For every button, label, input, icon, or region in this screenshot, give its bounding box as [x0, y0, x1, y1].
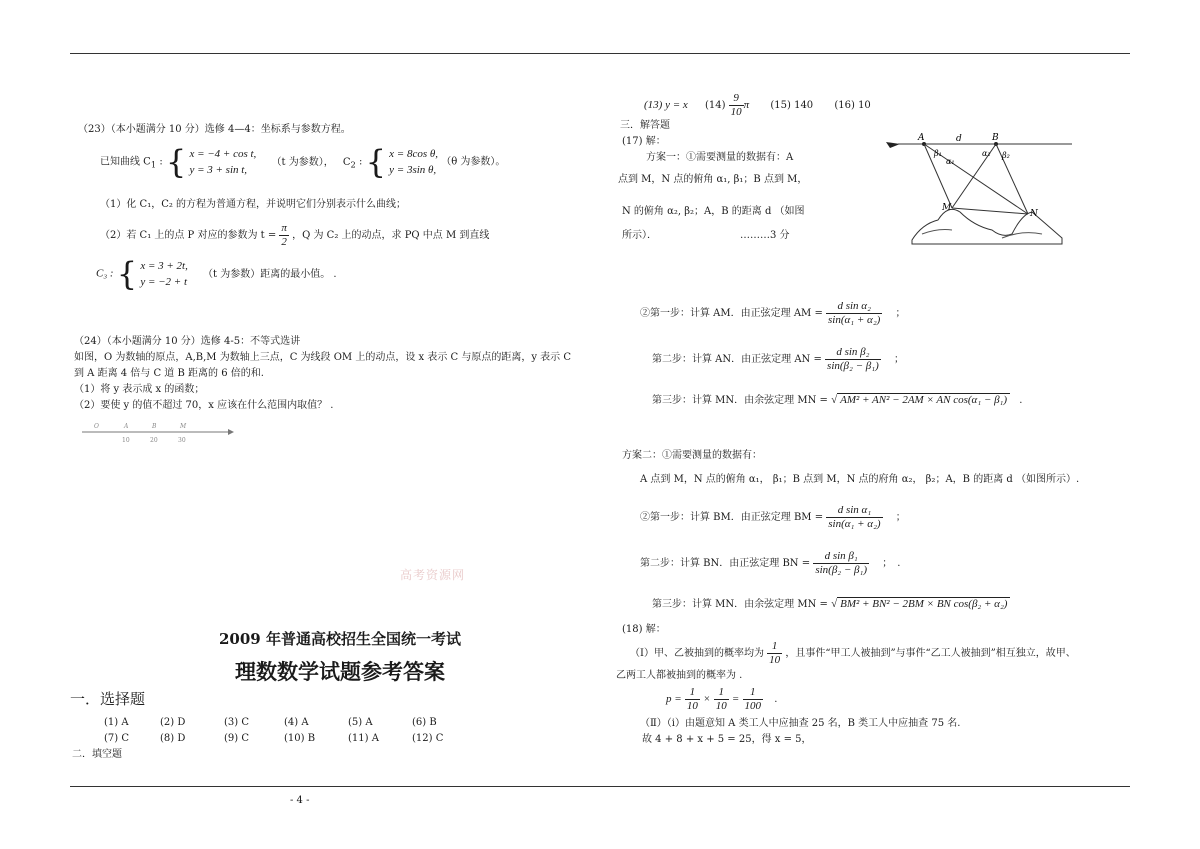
frac-num: 1: [685, 686, 700, 700]
section-solutions: 三．解答题: [620, 120, 670, 131]
q18-heading: (18) 解：: [622, 624, 666, 635]
line-mn: [952, 208, 1028, 214]
c2-line-2: y = 3sin θ,: [389, 164, 437, 176]
frac-den: 10: [715, 700, 727, 713]
frac-den: 10: [686, 700, 698, 713]
c3-line-1: x = 3 + 2t,: [140, 260, 188, 272]
frac-num: 9: [729, 92, 744, 106]
sqrt-icon: √: [831, 394, 838, 406]
fill-answers: [644, 92, 871, 119]
frac-num: 1: [767, 640, 782, 654]
q17-plan2-step-bn: 第二步：计算 BN．由正弦定理 BN = $\frac{\text{d sin β₁}}{\text{sin(β₂ − β₁)}}$ ； .: [640, 550, 901, 577]
c3-label: C₃ :: [96, 267, 114, 280]
frac-den: sin(β₂ − β₁): [827, 360, 879, 373]
q24-line3: （1）将 y 表示成 x 的函数；: [74, 384, 205, 395]
p-frac-3: [743, 686, 764, 713]
q17-plan2-a: A 点到 M，N 点的俯角 α₁， β₁；B 点到 M，N 点的府角 α₂， β₂；A，B 的距离 d （如图所示）.: [640, 474, 1080, 485]
fig-label-beta1: β₁: [934, 149, 942, 158]
c1-system: [189, 146, 256, 178]
axis-point-b: B: [152, 423, 157, 430]
frac-den: 2: [281, 236, 287, 249]
fig-label-d: d: [956, 134, 962, 144]
fig-label-beta2: β₂: [1002, 151, 1010, 160]
c1-line-2: y = 3 + sin t,: [189, 164, 248, 176]
q18-line4: （Ⅱ）（i）由题意知 A 类工人中应抽查 25 名，B 类工人中应抽查 75 名.: [640, 718, 961, 729]
fig-label-m: M: [942, 203, 952, 213]
c3-system: [140, 258, 188, 290]
answer-14-fraction: [729, 92, 744, 119]
answer-item: (8) D: [160, 733, 186, 744]
q18-probability: p = $\frac{1}{10}$ × $\frac{1}{10}$ = $\frac{1}{100}$ .: [666, 686, 778, 713]
axis-point-a: A: [124, 423, 129, 430]
p-frac-1: [685, 686, 700, 713]
step-mn2-label: 第三步：计算 MN．由余弦定理 MN =: [652, 599, 828, 610]
c2-system: [389, 146, 438, 178]
frac-den: 10: [769, 654, 781, 667]
q23-part2-a: （2）若 C₁ 上的点 P 对应的参数为 t =: [100, 230, 277, 242]
brace-icon: {: [116, 255, 138, 293]
page-number: - 4 -: [290, 795, 310, 806]
q17-step-am: ②第一步：计算 AM．由正弦定理 AM = $\frac{\text{d sin α₂}}{\text{sin(α₁ + α₂)}}$ ；: [640, 300, 906, 327]
am-fraction: [826, 300, 882, 327]
q17-step-an: 第二步：计算 AN．由正弦定理 AN = $\frac{\text{d sin β₂}}{\text{sin(β₂ − β₁)}}$ ；: [652, 346, 904, 373]
axis-tick-10: 10: [122, 437, 130, 444]
step-am-label: ②第一步：计算 AM．由正弦定理 AM =: [640, 308, 823, 320]
section-fill: 二．填空题: [72, 749, 122, 760]
mn2-expression: BM² + BN² − 2BM × BN cos(β₂ + α₂): [837, 597, 1010, 610]
q23-given: 已知曲线 $C_1$ : { x = −4 + cos t, y = 3 + sin t, （t 为参数）， $C_2$ : { x = 8cos θ, y = 3sin θ, （θ 为参数）。: [100, 143, 506, 181]
answer-item: (9) C: [224, 733, 249, 744]
q17-plan1-b: 点到 M，N 点的俯角 α₁, β₁；B 点到 M，: [618, 174, 808, 185]
top-rule: [70, 53, 1130, 54]
answers-row-1: [104, 717, 472, 728]
q23-intro: 已知曲线 C: [100, 156, 151, 168]
q17-score: ………3 分: [740, 230, 790, 241]
number-line: [78, 420, 238, 450]
q18-line2: 乙两工人都被抽到的概率为 .: [616, 670, 743, 681]
fig-label-alpha2: α₂: [982, 149, 991, 158]
answer-item: (2) D: [160, 717, 186, 728]
prob-fraction: [767, 640, 782, 667]
plane-icon: [886, 142, 900, 148]
frac-den: sin(α₁ + α₂): [828, 314, 881, 327]
step-bm-label: ②第一步：计算 BM．由正弦定理 BM =: [640, 512, 824, 524]
c2-note: （θ 为参数）。: [441, 156, 506, 168]
answer-item: (4) A: [284, 717, 309, 728]
frac-num: d sin β₁: [813, 550, 869, 564]
step-mn-label: 第三步：计算 MN．由余弦定理 MN =: [652, 395, 828, 406]
bm-fraction: [826, 504, 882, 531]
frac-den: sin(α₁ + α₂): [828, 518, 881, 531]
frac-num: π: [279, 222, 289, 236]
fig-label-b: B: [992, 133, 999, 143]
answer-item: (6) B: [412, 717, 437, 728]
frac-den: 100: [744, 700, 761, 713]
q23-heading: （23）（本小题满分 10 分）选修 4—4：坐标系与参数方程。: [78, 124, 351, 135]
q24-line1: 如图，O 为数轴的原点，A,B,M 为数轴上三点，C 为线段 OM 上的动点，设 x 表示 C 与原点的距离，y 表示 C: [74, 352, 572, 363]
frac-den: sin(β₂ − β₁): [815, 564, 868, 577]
bottom-rule: [70, 786, 1130, 787]
answer-item: (3) C: [224, 717, 249, 728]
answer-item: (10) B: [284, 733, 316, 744]
q17-plan1-d: 所示）．: [622, 230, 657, 241]
q17-step-mn: 第三步：计算 MN．由余弦定理 MN = √ AM² + AN² − 2AM × AN cos(α₁ − β₁) .: [652, 394, 1023, 406]
terrain-detail: [922, 230, 1042, 239]
step-an-label: 第二步：计算 AN．由正弦定理 AN =: [652, 354, 822, 366]
watermark: 高考资源网: [400, 568, 466, 582]
c3-note: （t 为参数）距离的最小值。 .: [203, 268, 337, 280]
q23-part1: （1）化 C₁，C₂ 的方程为普通方程，并说明它们分别表示什么曲线；: [100, 199, 407, 210]
q24-line2: 到 A 距离 4 倍与 C 道 B 距离的 6 倍的和.: [74, 368, 264, 379]
page-subtitle: 理数数学试题参考答案: [235, 659, 445, 684]
q17-plan2-step-bm: ②第一步：计算 BM．由正弦定理 BM = $\frac{\text{d sin α₁}}{\text{sin(α₁ + α₂)}}$ ；: [640, 504, 906, 531]
c2-line-1: x = 8cos θ,: [389, 148, 439, 160]
answer-15: (15) 140: [770, 100, 814, 112]
q24-heading: （24）（本小题满分 10 分）选修 4-5：不等式选讲: [74, 336, 301, 347]
answer-item: (11) A: [348, 733, 379, 744]
axis-point-m: M: [180, 423, 187, 430]
q17-plan2-step-mn: [652, 598, 1010, 611]
fig-label-a: A: [918, 133, 925, 143]
axis-tick-20: 20: [150, 437, 158, 444]
brace-icon: {: [165, 143, 187, 181]
q17-plan2-head: 方案二：①需要测量的数据有：: [622, 450, 762, 461]
q23-part2-b: ，Q 为 C₂ 上的动点，求 PQ 中点 M 到直线: [292, 230, 490, 242]
sqrt-icon: √: [831, 598, 838, 610]
answer-item: (12) C: [412, 733, 444, 744]
q18-line1-a: （Ⅰ）甲、乙被抽到的概率均为: [630, 648, 764, 660]
q18-line5: 故 4 + 8 + x + 5 = 25，得 x = 5，: [642, 734, 812, 745]
q18-line1: [630, 640, 1076, 667]
answer-item: (1) A: [104, 717, 129, 728]
q23-part2: [100, 222, 489, 249]
mountain-outline: [912, 209, 1062, 244]
mn-expression: AM² + AN² − 2AM × AN cos(α₁ − β₁): [837, 393, 1010, 406]
arrow-icon: [228, 429, 234, 435]
frac-num: 1: [714, 686, 729, 700]
fig-label-n: N: [1030, 209, 1038, 219]
c3-line-2: y = −2 + t: [140, 276, 188, 288]
bn-fraction: [813, 550, 869, 577]
frac-num: d sin α₁: [826, 504, 882, 518]
section-choice: 一．选择题: [70, 690, 146, 708]
c1-note: （t 为参数），: [271, 156, 334, 168]
frac-num: d sin α₂: [826, 300, 882, 314]
q18-line1-b: ，且事件“甲工人被抽到”与事件“乙工人被抽到”相互独立，故甲、: [785, 648, 1076, 660]
axis-tick-30: 30: [178, 437, 186, 444]
q17-plan1-c: N 的俯角 α₂, β₂；A，B 的距离 d （如图: [622, 206, 805, 217]
p-frac-2: [714, 686, 729, 713]
survey-figure: [882, 130, 1082, 256]
pi-half-fraction: [279, 222, 289, 249]
q17-plan1-a: 方案一：①需要测量的数据有：A: [646, 152, 794, 163]
answer-14-label: (14): [704, 100, 726, 112]
answer-13: (13) y = x: [644, 99, 688, 112]
c2-label: C: [342, 156, 351, 168]
q24-line4: （2）要使 y 的值不超过 70，x 应该在什么范围内取值？ .: [74, 400, 334, 411]
answer-14-pi: π: [743, 99, 750, 112]
frac-den: 10: [730, 106, 742, 119]
an-fraction: [825, 346, 881, 373]
page-title: 2009 年普通高校招生全国统一考试: [219, 630, 461, 648]
step-bn-label: 第二步：计算 BN．由正弦定理 BN =: [640, 558, 811, 570]
q17-heading: (17) 解：: [622, 136, 666, 147]
frac-num: d sin β₂: [825, 346, 881, 360]
p-label: p =: [666, 693, 682, 706]
fig-label-alpha1: α₁: [946, 157, 955, 166]
brace-icon: {: [365, 143, 386, 181]
answer-item: (7) C: [104, 733, 129, 744]
axis-point-o: O: [94, 423, 99, 430]
c1-line-1: x = −4 + cos t,: [189, 148, 257, 160]
answers-row-2: [104, 733, 472, 744]
frac-num: 1: [743, 686, 764, 700]
answer-item: (5) A: [348, 717, 373, 728]
q23-c3: [96, 255, 337, 293]
answer-16: (16) 10: [834, 100, 871, 112]
